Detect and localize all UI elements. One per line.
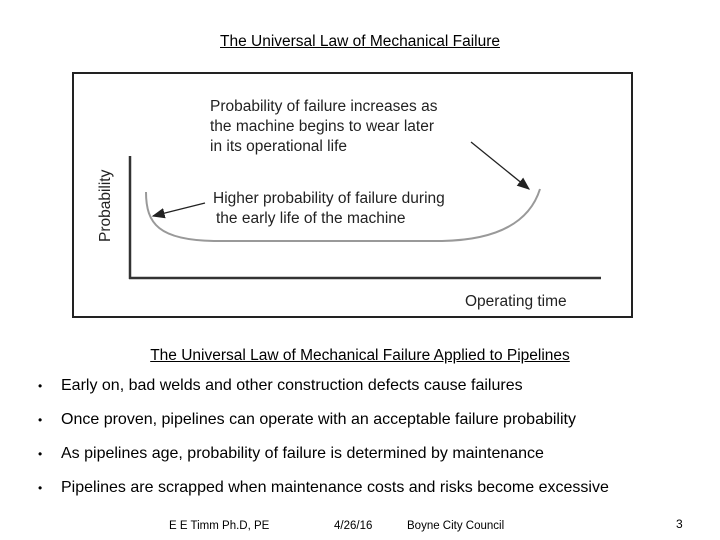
list-item	[38, 477, 609, 511]
list-item	[38, 375, 609, 409]
late-life-arrow	[471, 142, 529, 189]
bullet-text: Once proven, pipelines can operate with an acceptable failure probability	[61, 411, 576, 428]
bullet-list	[38, 375, 609, 511]
bullet-text: As pipelines age, probability of failure is determined by maintenance	[61, 445, 544, 462]
annotation-late-life: Probability of failure increases as the machine begins to wear later in its operational life	[210, 98, 438, 155]
page-number: 3	[676, 517, 683, 531]
slide-subtitle: The Universal Law of Mechanical Failure Applied to Pipelines	[150, 347, 570, 364]
footer-organization: Boyne City Council	[407, 520, 505, 532]
bullet-icon: •	[38, 447, 43, 461]
footer-author: E E Timm Ph.D, PE	[169, 520, 270, 532]
bullet-icon: •	[38, 481, 43, 495]
footer-date: 4/26/16	[334, 520, 373, 532]
list-item	[38, 443, 609, 477]
bullet-text: Early on, bad welds and other construction defects cause failures	[61, 377, 523, 394]
early-life-arrow	[153, 203, 205, 216]
y-axis-label: Probability	[97, 169, 114, 242]
bullet-icon: •	[38, 413, 43, 427]
failure-curve-figure	[72, 72, 633, 318]
slide-title: The Universal Law of Mechanical Failure	[220, 33, 500, 50]
annotation-early-life: Higher probability of failure during the early life of the machine	[213, 190, 445, 227]
x-axis-label: Operating time	[465, 293, 567, 310]
bullet-icon: •	[38, 379, 43, 393]
bullet-text: Pipelines are scrapped when maintenance costs and risks become excessive	[61, 479, 609, 496]
bathtub-curve-diagram	[74, 74, 631, 316]
list-item	[38, 409, 609, 443]
